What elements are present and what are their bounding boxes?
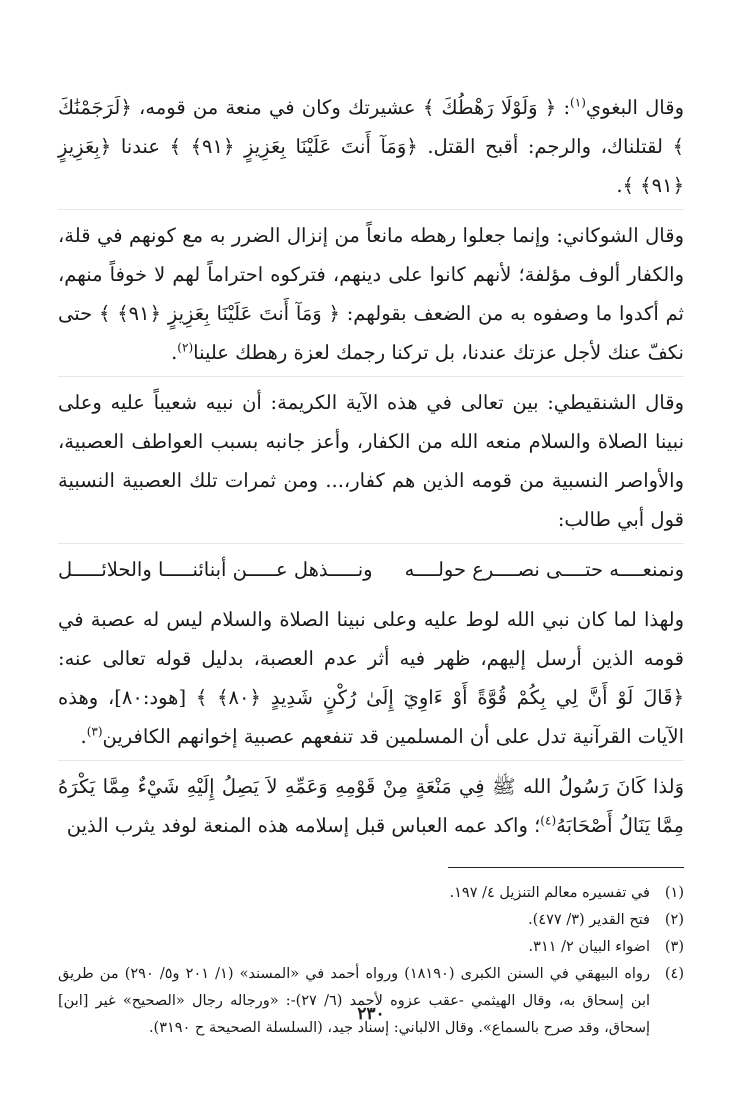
paragraph-text: : ﴿ وَلَوْلَا رَهْطُكَ ﴾ عشيرتك وكان في منعة من قومه، ﴿لَرَجَمْنَٰكَ ﴾ لقتلناك، والرجم: أقبح القتل. ﴿وَمَآ أَنتَ عَلَيْنَا بِعَزِيزٍ ﴿٩١﴾ ﴾ عندنا ﴿بِعَزِيزٍ ﴿٩١﴾ ﴾. — [58, 96, 684, 197]
page-number: ٢٣٠ — [357, 1004, 385, 1024]
footnote-text: في تفسيره معالم التنزيل ٤/ ١٩٧. — [449, 885, 650, 901]
footnote-marker[interactable]: (٢) — [177, 340, 194, 355]
poem-hemistich-left: ونـــــذهل عـــــن أبنائنـــــا والحلائـــــل — [58, 558, 373, 581]
poem-verse — [58, 550, 684, 590]
footnote-text: فتح القدير (٣/ ٤٧٧). — [528, 912, 650, 928]
footnote-marker[interactable]: (٤) — [540, 813, 557, 828]
paragraph-lut — [58, 600, 684, 756]
paragraph-text: وقال الشوكاني: وإنما جعلوا رهطه مانعاً من إنزال الضرر به مع كونهم في قلة، والكفار ألوف مؤلفة؛ لأنهم كانوا على دينهم، فتركوه احتراماً لهم لا خوفاً منهم، ثم أكدوا ما وصفوه به من الضعف بقولهم: ﴿ وَمَآ أَنتَ عَلَيْنَا بِعَزِيزٍ ﴿٩١﴾ ﴾ حتى نكفّ عنك لأجل عزتك عندنا، بل تركنا رجمك لعزة رهطك علينا — [58, 224, 684, 364]
paragraph-divider — [58, 209, 684, 210]
paragraph-text: وقال الشنقيطي: بين تعالى في هذه الآية الكريمة: أن نبيه شعيباً عليه وعلى نبينا الصلاة والسلام منعه الله من الكفار، وأعز جانبه بسبب العواطف العصبية، والأواصر النسبية من قومه الذين هم كفار،... ومن ثمرات تلك العصبية النسبية قول أبي طالب: — [58, 391, 684, 531]
footnote-marker[interactable]: (٣) — [86, 724, 103, 739]
footnote-number: (٢) — [664, 912, 684, 928]
paragraph-prophet — [58, 767, 684, 845]
footnote-item — [58, 907, 684, 934]
footnote-separator — [448, 867, 684, 868]
paragraph-text: وَلذا كَانَ رَسُولُ الله ﷺ فِي مَنْعَةٍ مِنْ قَوْمِهِ وَعَمِّهِ لاَ يَصِلُ إِلَيْهِ شَيْءٌ مِمَّا يَكْرَهُ مِمَّا يَنَالُ أَصْحَابَهُ — [58, 775, 684, 837]
footnote-item — [58, 961, 684, 1042]
poem-hemistich-right: ونمنعــــه حتــــى نصــــرع حولــــه — [404, 558, 684, 581]
footnote-number: (١) — [664, 885, 684, 901]
paragraph-text: ؛ واكد عمه العباس قبل إسلامه هذه المنعة لوفد يثرب الذين — [66, 814, 541, 837]
footnote-text: اضواء البيان ٢/ ٣١١. — [528, 939, 650, 955]
page-content — [58, 88, 684, 1042]
paragraph-text: ولهذا لما كان نبي الله لوط عليه وعلى نبينا الصلاة والسلام ليس له عصبة في قومه الذين أرسل إليهم، ظهر فيه أثر عدم العصبة، بدليل قوله تعالى عنه: ﴿قَالَ لَوْ أَنَّ لِي بِكُمْ قُوَّةً أَوْ ءَاوِيٓ إِلَىٰ رُكْنٍ شَدِيدٍ ﴿٨٠﴾ ﴾ [هود:٨٠]، وهذه الآيات القرآنية تدل على أن المسلمين قد تنفعهم عصبية إخوانهم الكافرين — [58, 608, 684, 748]
footnote-marker[interactable]: (١) — [570, 95, 586, 110]
paragraph-text: . — [171, 341, 178, 364]
footnote-item — [58, 880, 684, 907]
paragraph-shinqiti — [58, 383, 684, 539]
paragraph-divider — [58, 543, 684, 544]
paragraph-text: وقال البغوي — [585, 96, 684, 119]
footnote-text: رواه البيهقي في السنن الكبرى (١٨١٩٠) ورواه أحمد في «المسند» (١/ ٢٠١ و٥/ ٢٩٠) من طريق ابن إسحاق به، وقال الهيثمي -عقب عزوه لأحمد (٦/ ٢٧)-: «ورجاله رجال «الصحيح» غير [ابن] إسحاق، وقد صرح بالسماع». وقال الالباني: إسناد جيد، (السلسلة الصحيحة ح ٣١٩٠). — [58, 966, 651, 1036]
paragraph-divider — [58, 760, 684, 761]
paragraph-divider — [58, 376, 684, 377]
paragraph-shawkani — [58, 216, 684, 372]
paragraph-baghawi — [58, 88, 684, 205]
footnote-item — [58, 934, 684, 961]
paragraph-text: . — [80, 725, 87, 748]
footnote-number: (٤) — [664, 966, 684, 982]
footnote-number: (٣) — [664, 939, 684, 955]
